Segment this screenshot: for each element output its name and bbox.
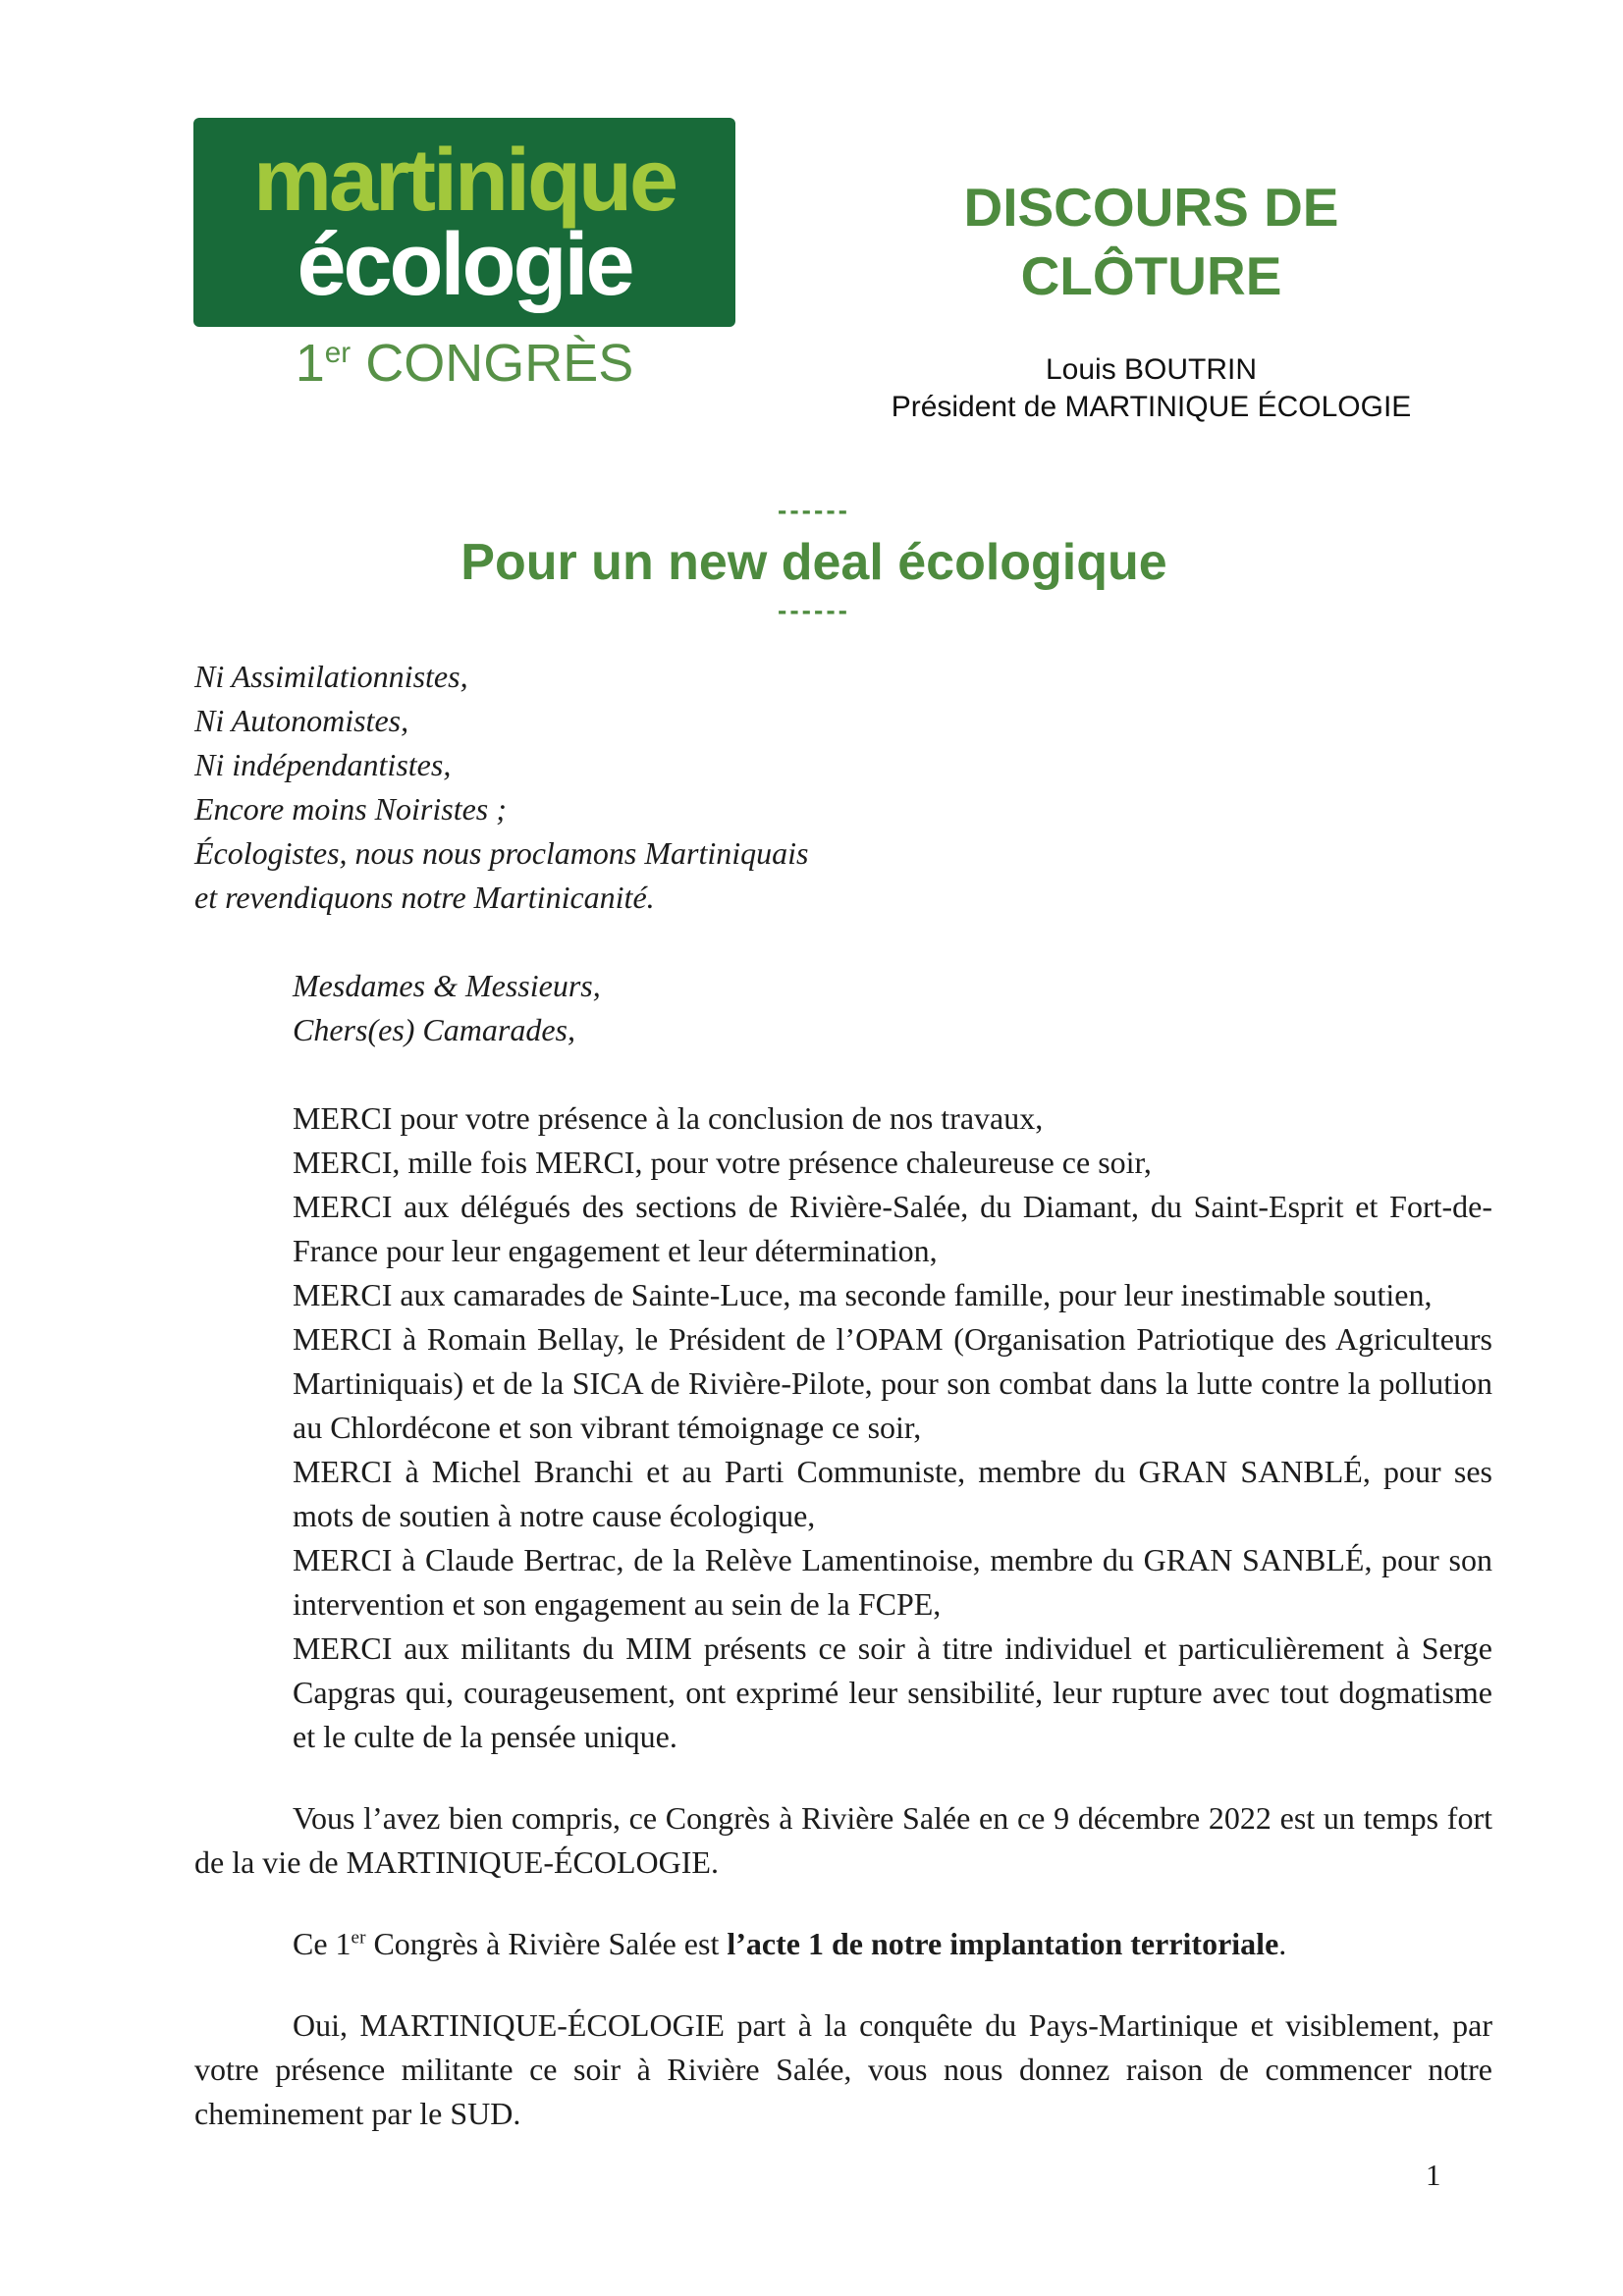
merci-item: MERCI, mille fois MERCI, pour votre présence chaleureuse ce soir, — [293, 1145, 1152, 1180]
author-block — [830, 351, 1473, 426]
merci-item: MERCI à Romain Bellay, le Président de l’OPAM (Organisation Patriotique des Agriculteurs Martiniquais) et de la SICA de Rivière-Pilote, pour son combat dans la lutte contre la pollution au Chlordécone et son vibrant témoignage ce soir, — [293, 1321, 1492, 1445]
page-number: 1 — [1426, 2158, 1441, 2192]
epigraph-line: et revendiquons notre Martinicanité. — [194, 880, 655, 915]
martinique-ecologie-logo — [193, 118, 735, 327]
merci-item: MERCI à Michel Branchi et au Parti Communiste, membre du GRAN SANBLÉ, pour ses mots de soutien à notre cause écologique, — [293, 1454, 1492, 1533]
thanks-list — [293, 1096, 1492, 1759]
merci-item: MERCI à Claude Bertrac, de la Relève Lamentinoise, membre du GRAN SANBLÉ, pour son intervention et son engagement au sein de la FCPE, — [293, 1542, 1492, 1622]
body-paragraphs — [194, 1796, 1492, 2136]
epigraph-line: Écologistes, nous nous proclamons Martiniquais — [194, 835, 809, 871]
epigraph-line: Ni indépendantistes, — [194, 747, 452, 782]
logo-word-ecologie: écologie — [297, 215, 632, 314]
author-role: Président de MARTINIQUE ÉCOLOGIE — [891, 391, 1412, 423]
logo-word-martinique: martinique — [252, 131, 676, 230]
separator-dashes-top: ------ — [778, 495, 850, 525]
speech-title: Pour un new deal écologique — [460, 534, 1167, 591]
document-title-line1: DISCOURS DE — [963, 177, 1339, 238]
merci-item: MERCI pour votre présence à la conclusion de nos travaux, — [293, 1100, 1044, 1136]
document-title-line2: CLÔTURE — [1020, 245, 1282, 306]
salutation-line: Mesdames & Messieurs, — [293, 968, 601, 1003]
title-section — [194, 496, 1434, 625]
merci-item: MERCI aux camarades de Sainte-Luce, ma seconde famille, pour leur inestimable soutien, — [293, 1277, 1433, 1312]
congress-label: CONGRÈS — [365, 334, 634, 393]
merci-item: MERCI aux délégués des sections de Rivière-Salée, du Diamant, du Saint-Esprit et Fort-de-France pour leur engagement et leur détermination, — [293, 1189, 1492, 1268]
salutation — [194, 964, 1492, 1052]
salutation-line: Chers(es) Camarades, — [293, 1012, 575, 1047]
separator-dashes-bottom: ------ — [778, 595, 850, 625]
congress-number: 1 — [295, 334, 325, 393]
congress-ordinal: er — [324, 337, 352, 369]
author-name: Louis BOUTRIN — [1045, 353, 1258, 386]
epigraph — [194, 655, 1492, 920]
epigraph-line: Ni Autonomistes, — [194, 703, 409, 738]
epigraph-line: Encore moins Noiristes ; — [194, 791, 507, 827]
body-paragraph: Ce 1er Congrès à Rivière Salée est l’acte 1 de notre implantation territoriale. — [293, 1926, 1287, 1961]
epigraph-line: Ni Assimilationnistes, — [194, 659, 468, 694]
body-paragraph: Vous l’avez bien compris, ce Congrès à Rivière Salée en ce 9 décembre 2022 est un temps fort de la vie de MARTINIQUE-ÉCOLOGIE. — [194, 1800, 1492, 1880]
document-body — [194, 496, 1492, 2136]
body-paragraph: Oui, MARTINIQUE-ÉCOLOGIE part à la conquête du Pays-Martinique et visiblement, par votre présence militante ce soir à Rivière Salée, vous nous donnez raison de commencer notre cheminement par le SUD. — [194, 2007, 1492, 2131]
merci-item: MERCI aux militants du MIM présents ce soir à titre individuel et particulièrement à Serge Capgras qui, courageusement, ont exprimé leur sensibilité, leur rupture avec tout dogmatisme et le culte de la pensée unique. — [293, 1630, 1492, 1754]
document-title — [830, 173, 1473, 310]
congress-caption — [193, 336, 735, 391]
